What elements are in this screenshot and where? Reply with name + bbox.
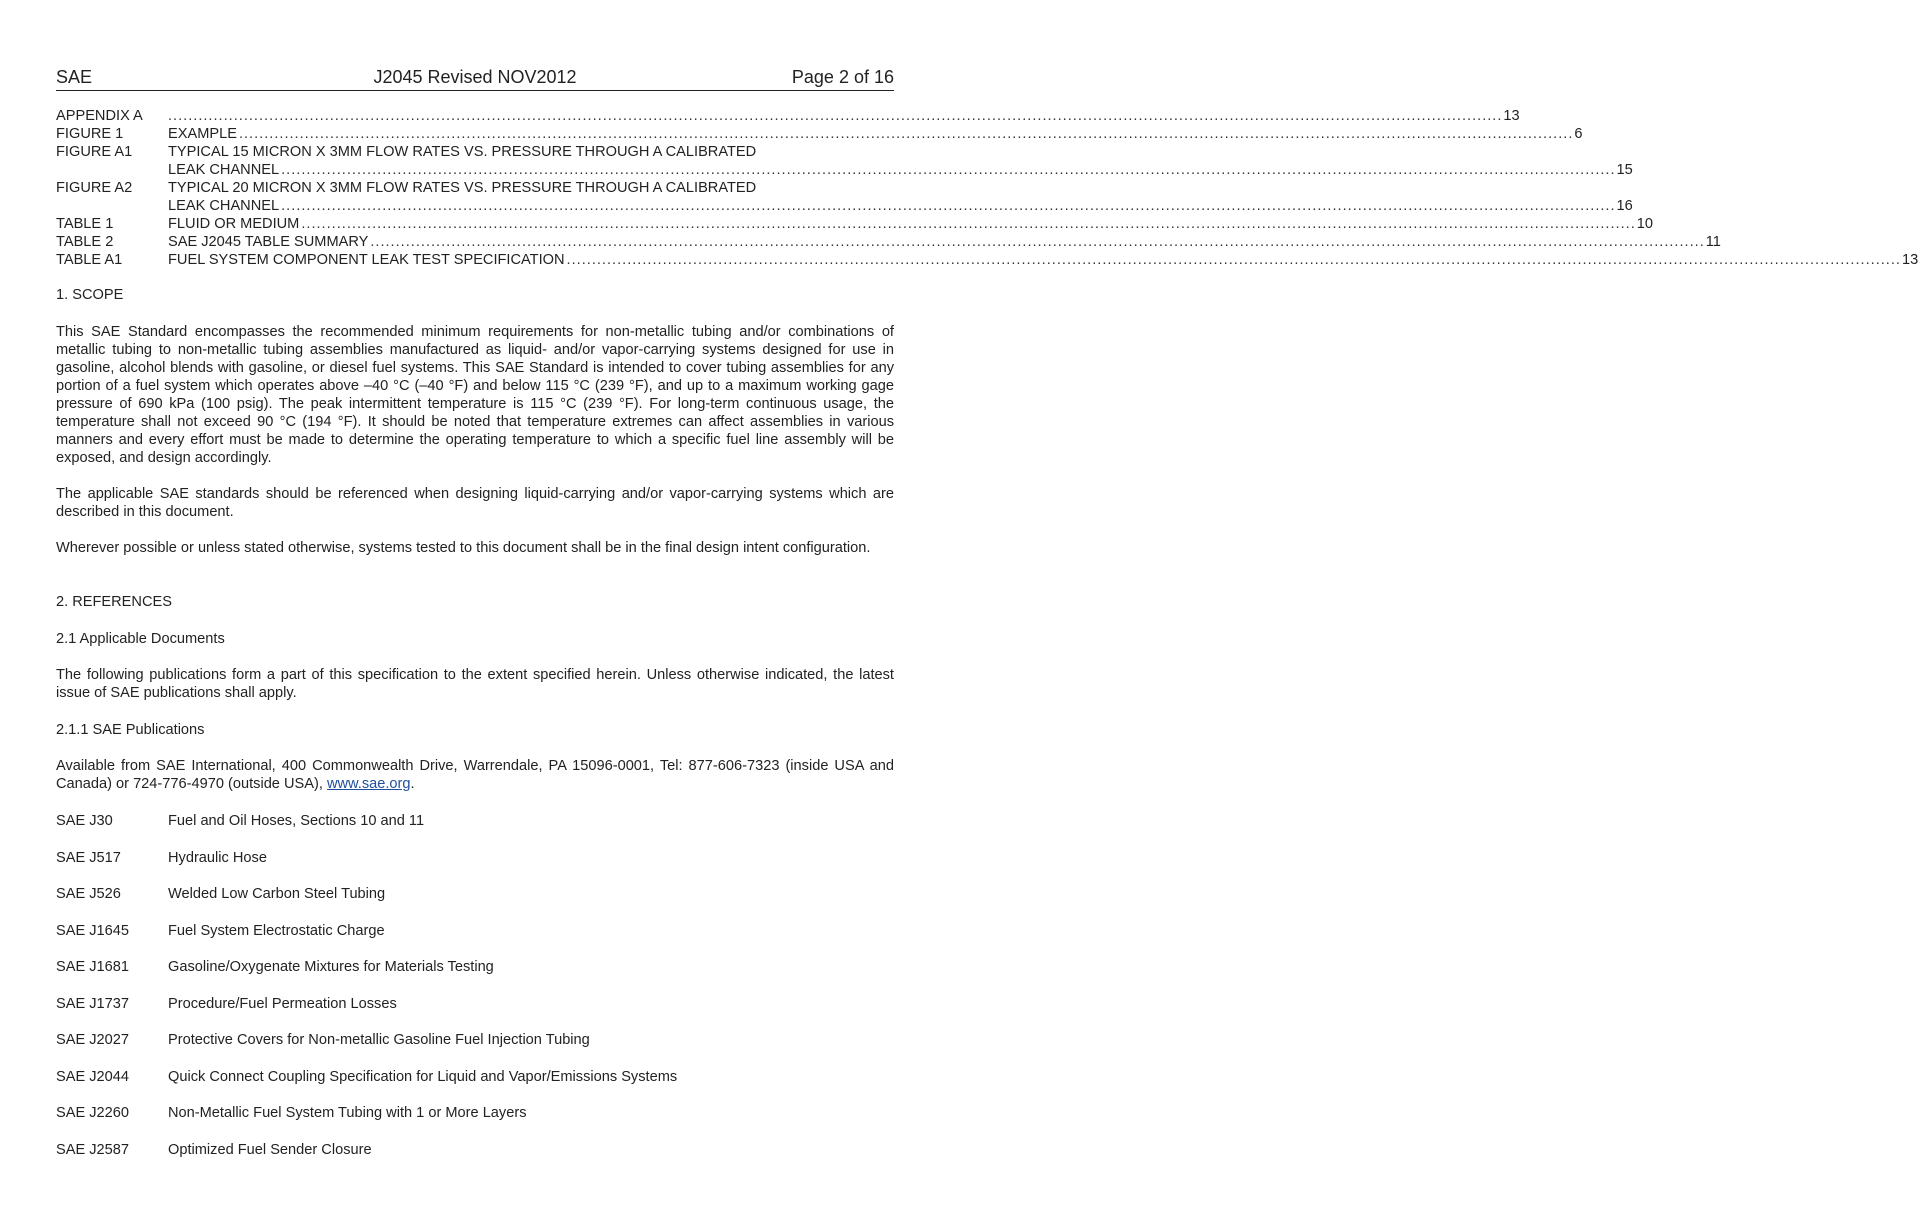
reference-item — [56, 995, 894, 1013]
reference-title: Welded Low Carbon Steel Tubing — [168, 886, 386, 902]
reference-item — [56, 849, 894, 867]
toc-entry — [56, 143, 894, 161]
toc-label: APPENDIX A — [56, 108, 143, 124]
toc-page-number: 6 — [1574, 126, 1583, 142]
toc-entry — [56, 161, 1633, 179]
scope-heading: 1. SCOPE — [56, 287, 124, 303]
toc-entry — [56, 125, 1583, 143]
availability-paragraph — [56, 757, 894, 793]
toc-label: TABLE 2 — [56, 234, 114, 250]
reference-title: Procedure/Fuel Permeation Losses — [168, 995, 397, 1012]
toc-title: SAE J2045 TABLE SUMMARY — [168, 234, 369, 250]
reference-code: SAE J526 — [56, 886, 121, 902]
sae-website-link[interactable]: www.sae.org — [326, 776, 411, 792]
reference-item — [56, 1141, 894, 1159]
toc-title: TYPICAL 15 MICRON X 3MM FLOW RATES VS. PRESSURE THROUGH A CALIBRATED — [168, 144, 757, 160]
reference-code: SAE J2587 — [56, 1141, 130, 1158]
reference-code: SAE J1645 — [56, 922, 130, 939]
reference-title: Optimized Fuel Sender Closure — [168, 1141, 372, 1158]
reference-item — [56, 1031, 894, 1049]
toc-label — [56, 161, 168, 179]
toc-page-number: 11 — [1705, 234, 1721, 250]
toc-leader-dots — [237, 125, 1573, 143]
toc-leader-dots — [279, 197, 1615, 215]
toc-entry — [56, 197, 1633, 215]
reference-code: SAE J30 — [56, 813, 113, 829]
toc-leader-dots — [279, 161, 1615, 179]
toc-entry — [56, 233, 1721, 251]
header-org: SAE — [56, 67, 93, 87]
reference-item — [56, 1068, 894, 1086]
reference-title: Hydraulic Hose — [168, 849, 267, 866]
reference-item — [56, 885, 894, 903]
toc-page-number: 13 — [1901, 252, 1918, 268]
reference-title: Gasoline/Oxygenate Mixtures for Materials Testing — [168, 959, 494, 975]
header-document-id: J2045 Revised NOV2012 — [373, 67, 577, 87]
reference-title: Fuel System Electrostatic Charge — [168, 922, 385, 939]
toc-title: EXAMPLE — [168, 126, 237, 142]
toc-leader-dots — [565, 251, 1901, 269]
reference-code: SAE J2044 — [56, 1068, 130, 1085]
reference-item — [56, 958, 894, 976]
reference-code: SAE J1681 — [56, 959, 130, 975]
reference-item — [56, 812, 894, 830]
toc-label: FIGURE A1 — [56, 144, 133, 160]
reference-title: Protective Covers for Non-metallic Gasoline Fuel Injection Tubing — [168, 1032, 590, 1048]
reference-code: SAE J2027 — [56, 1032, 130, 1048]
sae-publications-heading: 2.1.1 SAE Publications — [56, 722, 205, 738]
toc-title: FUEL SYSTEM COMPONENT LEAK TEST SPECIFICATION — [168, 252, 565, 268]
reference-title: Quick Connect Coupling Specification for Liquid and Vapor/Emissions Systems — [168, 1068, 678, 1085]
reference-code: SAE J1737 — [56, 995, 130, 1012]
availability-end: . — [410, 776, 415, 792]
scope-paragraph-2: The applicable SAE standards should be referenced when designing liquid-carrying and/or vapor-carrying systems which are described in this document. — [56, 486, 894, 520]
header-page-number: Page 2 of 16 — [791, 67, 894, 87]
scope-paragraph-1: This SAE Standard encompasses the recommended minimum requirements for non-metallic tubing and/or combinations of metallic tubing to non-metallic tubing assemblies manufactured as liquid- and/or vapor-carrying systems designed for use in gasoline, alcohol blends with gasoline, or diesel fuel systems. This SAE Standard is intended to cover tubing assemblies for any portion of a fuel system which operates above –40 °C (–40 °F) and below 115 °C (239 °F), and up to a maximum working gage pressure of 690 kPa (100 psig). The peak intermittent temperature is 115 °C (239 °F). For long-term continuous usage, the temperature shall not exceed 90 °C (194 °F). It should be noted that temperature extremes can affect assemblies in various manners and every effort must be made to determine the operating temperature to which a specific fuel line assembly will be exposed, and design accordingly. — [56, 324, 894, 466]
reference-title: Non-Metallic Fuel System Tubing with 1 or More Layers — [168, 1105, 527, 1121]
reference-item — [56, 922, 894, 940]
toc-title: LEAK CHANNEL — [168, 162, 280, 178]
applicable-documents-heading: 2.1 Applicable Documents — [56, 631, 225, 647]
applicable-documents-paragraph: The following publications form a part of this specification to the extent specified herein. Unless otherwise indicated, the latest issue of SAE publications shall apply. — [56, 667, 894, 701]
toc-title: TYPICAL 20 MICRON X 3MM FLOW RATES VS. PRESSURE THROUGH A CALIBRATED — [168, 180, 757, 196]
toc-entry — [56, 251, 1918, 269]
page-header — [56, 66, 894, 91]
toc-leader-dots — [368, 233, 1704, 251]
toc-label — [56, 197, 168, 215]
toc-page-number: 15 — [1616, 162, 1633, 178]
reference-title: Fuel and Oil Hoses, Sections 10 and 11 — [168, 813, 425, 829]
reference-item — [56, 1104, 894, 1122]
toc-page-number: 16 — [1616, 198, 1633, 214]
toc-label: FIGURE A2 — [56, 180, 133, 196]
toc-entry — [56, 107, 1520, 125]
toc-leader-dots — [168, 107, 1502, 125]
availability-text: Available from SAE International, 400 Commonwealth Drive, Warrendale, PA 15096-0001, Tel: 877-606-7323 (inside USA and Canada) or 724-776-4970 (outside USA), — [56, 758, 894, 792]
toc-page-number: 10 — [1636, 216, 1653, 232]
toc-title: LEAK CHANNEL — [168, 198, 280, 214]
toc-page-number: 13 — [1503, 108, 1520, 124]
reference-code: SAE J2260 — [56, 1105, 130, 1121]
table-of-contents — [56, 107, 1918, 269]
references-heading: 2. REFERENCES — [56, 594, 172, 610]
toc-leader-dots — [299, 215, 1635, 233]
scope-paragraph-3: Wherever possible or unless stated otherwise, systems tested to this document shall be in the final design intent configuration. — [56, 540, 871, 556]
toc-label: TABLE 1 — [56, 216, 114, 232]
toc-label: TABLE A1 — [56, 252, 123, 268]
toc-label: FIGURE 1 — [56, 126, 124, 142]
reference-code: SAE J517 — [56, 849, 121, 866]
toc-entry — [56, 179, 894, 197]
toc-entry — [56, 215, 1653, 233]
toc-title: FLUID OR MEDIUM — [168, 216, 300, 232]
